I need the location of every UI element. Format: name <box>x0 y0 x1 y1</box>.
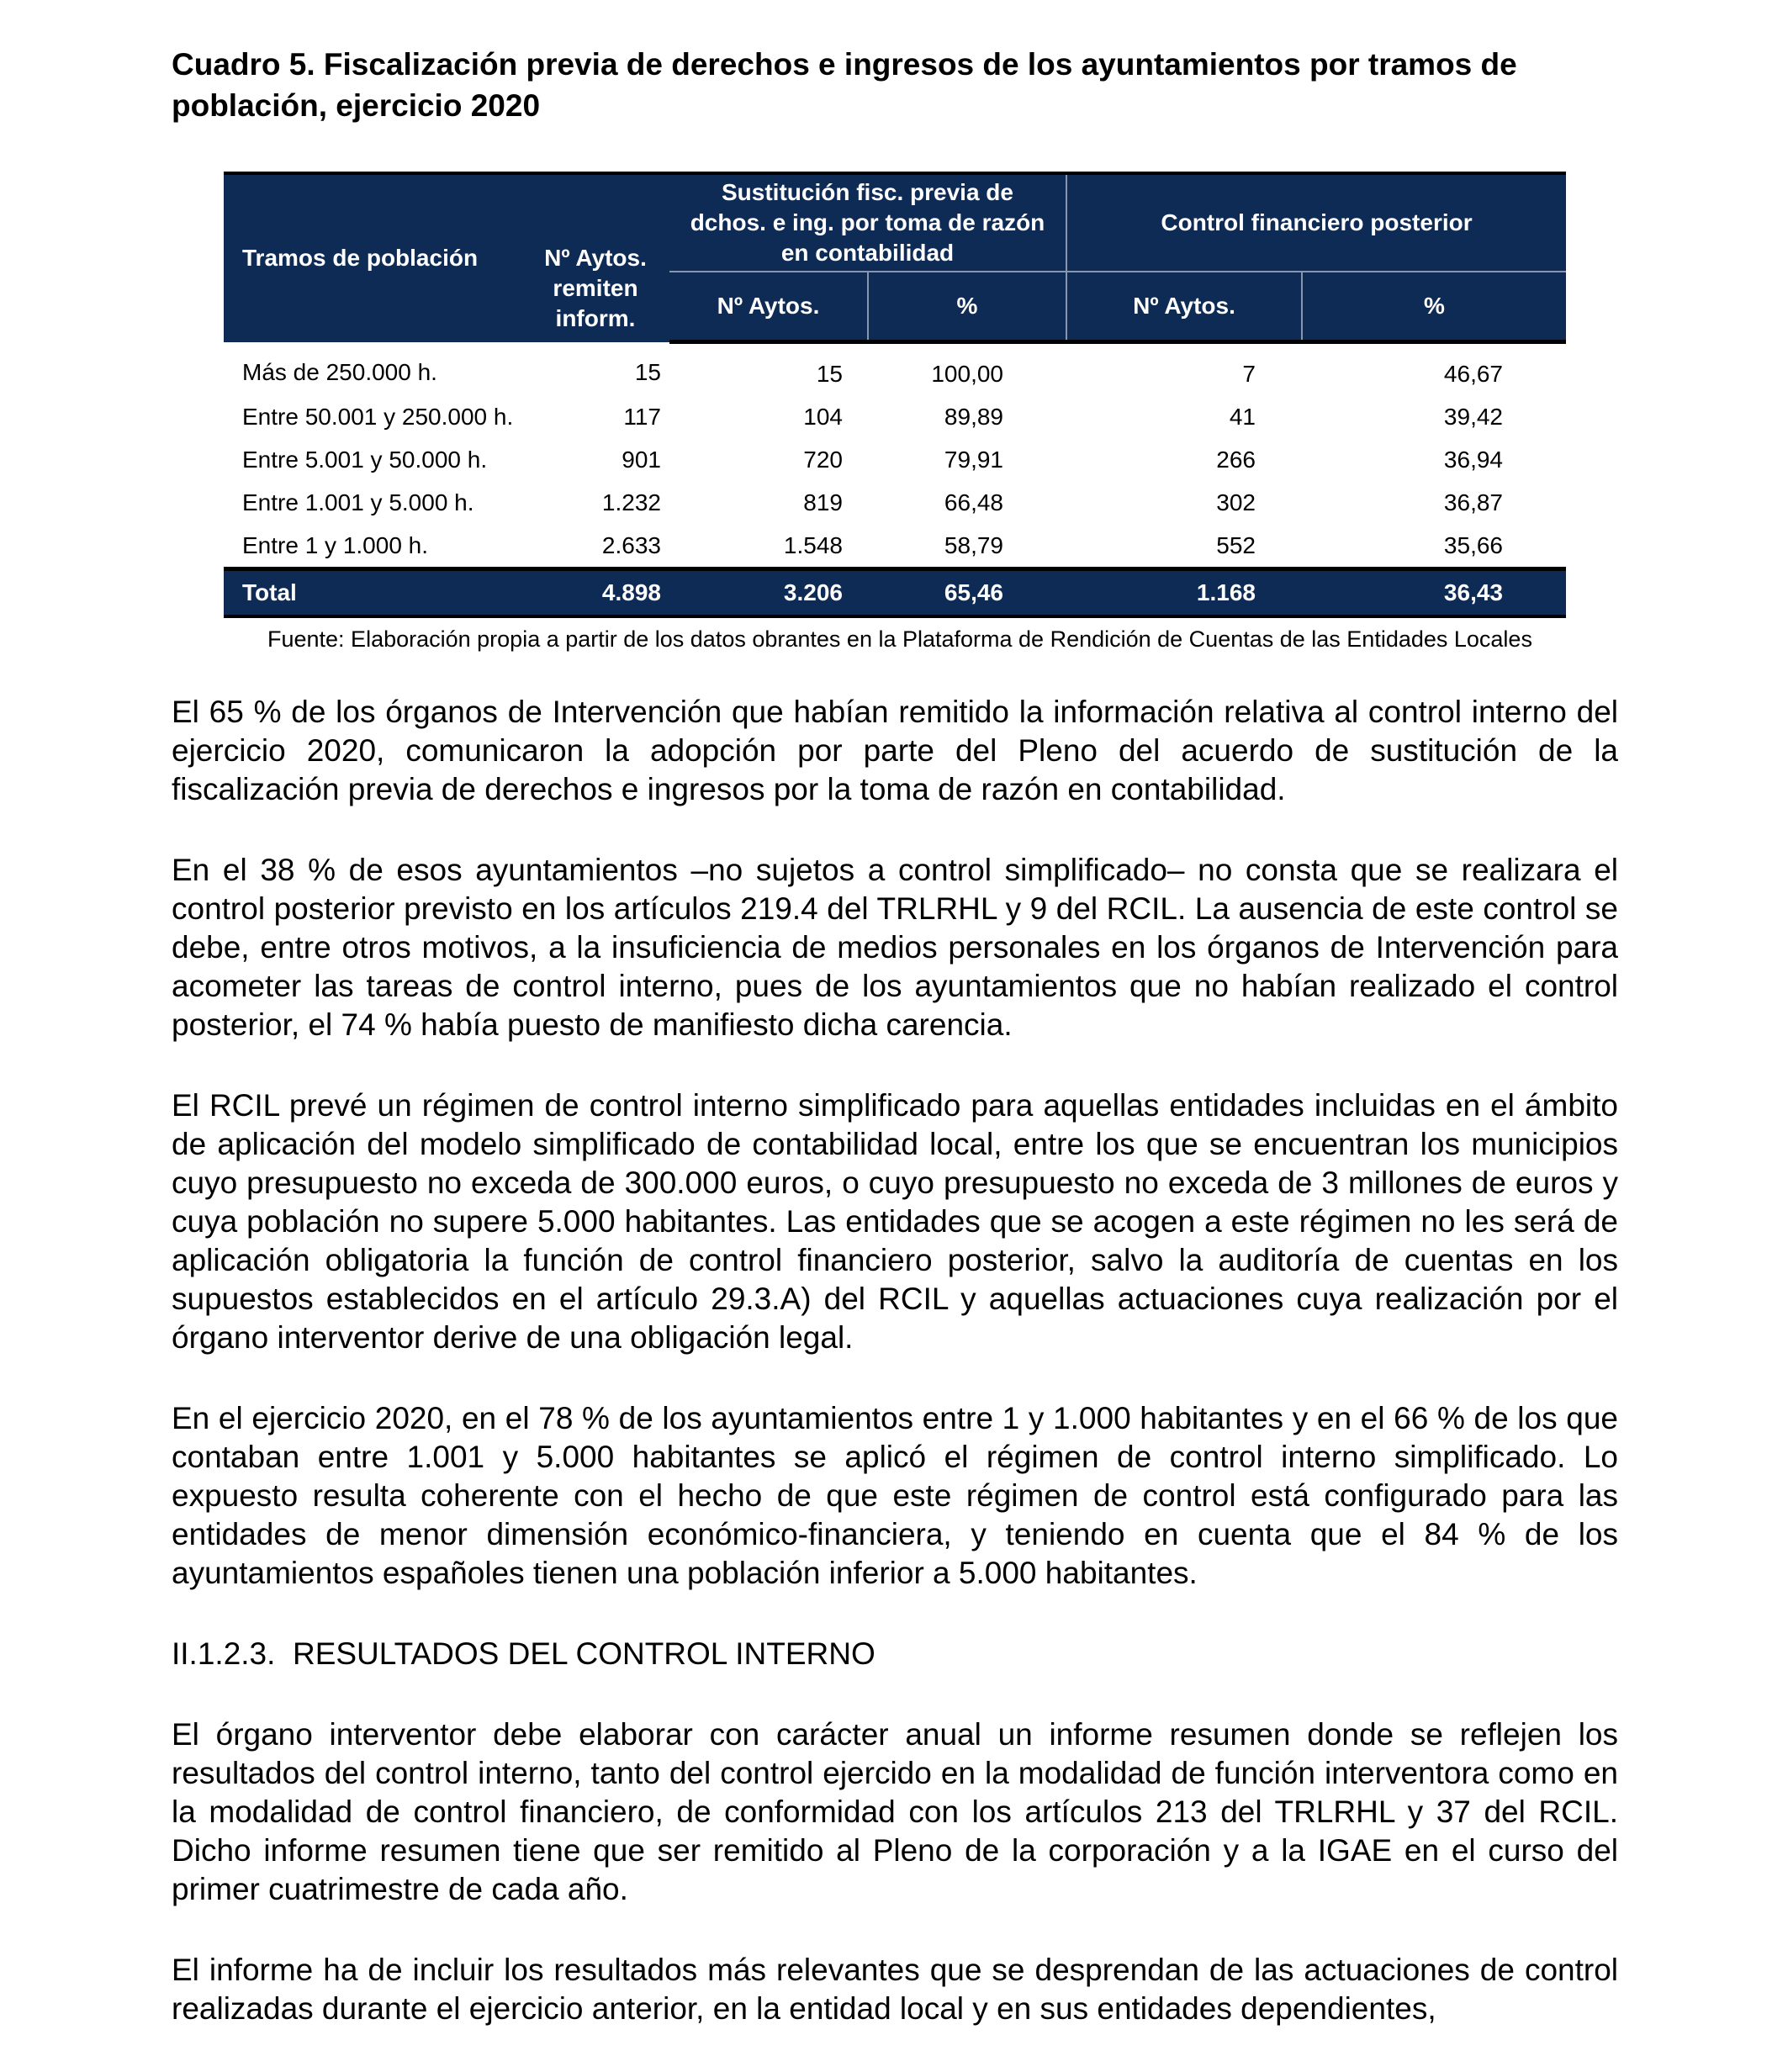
header-remiten <box>521 173 669 342</box>
cell-remiten: 117 <box>623 403 661 430</box>
table-title: Cuadro 5. Fiscalización previa de derechos e ingresos de los ayuntamientos por tramos de población, ejercicio 2020 <box>172 47 1517 123</box>
cell-sust-n: 1.548 <box>783 531 843 558</box>
cell-remiten: 901 <box>622 446 661 473</box>
cell-tramo: Más de 250.000 h. <box>242 359 437 386</box>
header-sustitucion <box>669 173 1066 272</box>
table-source-note: Fuente: Elaboración propia a partir de los datos obrantes en la Plataforma de Rendición de Cuentas de las Entidades Locales <box>267 626 1532 652</box>
table-row <box>224 342 1566 396</box>
table-container <box>224 172 1566 653</box>
subheader-sust-aytos: Nº Aytos. <box>669 272 868 342</box>
cell-tramo: Entre 1.001 y 5.000 h. <box>242 489 474 515</box>
cell-sust-n: 819 <box>803 489 843 515</box>
cell-total-remiten: 4.898 <box>521 569 669 617</box>
table-row <box>224 438 1566 481</box>
cell-total-sust-pct: 65,46 <box>868 569 1066 617</box>
header-tramos: Tramos de población <box>224 173 521 342</box>
cell-sust-n: 720 <box>803 446 843 473</box>
header-control-posterior: Control financiero posterior <box>1066 173 1566 272</box>
cell-ctrl-n: 552 <box>1216 531 1256 558</box>
cell-sust-pct: 89,89 <box>944 403 1003 430</box>
table-row <box>224 524 1566 569</box>
cell-total-ctrl-pct: 36,43 <box>1302 569 1566 617</box>
cell-ctrl-pct: 39,42 <box>1443 403 1503 430</box>
cell-remiten: 15 <box>634 359 661 386</box>
table-row <box>224 481 1566 524</box>
cell-ctrl-n: 266 <box>1216 446 1256 473</box>
cell-sust-pct: 58,79 <box>944 531 1003 558</box>
table-header-row <box>224 173 1566 272</box>
section-heading: II.1.2.3. RESULTADOS DEL CONTROL INTERNO <box>172 1636 875 1671</box>
document-page <box>172 44 1618 2028</box>
header-sustitucion-text: Sustitución fisc. previa de dchos. e ing. por toma de razón en contabilidad <box>690 179 1045 266</box>
cell-sust-pct: 79,91 <box>944 446 1003 473</box>
subheader-ctrl-aytos: Nº Aytos. <box>1066 272 1302 342</box>
cell-total-ctrl-n: 1.168 <box>1066 569 1302 617</box>
subheader-sust-pct: % <box>868 272 1066 342</box>
cell-remiten: 2.633 <box>601 531 661 558</box>
table-row <box>224 395 1566 438</box>
subheader-ctrl-pct: % <box>1302 272 1566 342</box>
cell-sust-pct: 66,48 <box>944 489 1003 515</box>
cell-ctrl-pct: 36,87 <box>1443 489 1503 515</box>
cell-sust-n: 15 <box>816 360 843 387</box>
paragraph: El órgano interventor debe elaborar con carácter anual un informe resumen donde se reflejen los resultados del control interno, tanto del control ejercido en la modalidad de función interventora como en la modalidad de control financiero, de conformidad con los artículos 213 del TRLRHL y 37 del RCIL. Dicho informe resumen tiene que ser remitido al Pleno de la corporación y a la IGAE en el curso del primer cuatrimestre de cada año. <box>172 1717 1618 1906</box>
table-total-row <box>224 569 1566 617</box>
cell-ctrl-n: 41 <box>1229 403 1256 430</box>
cell-sust-n: 104 <box>803 403 843 430</box>
cell-tramo: Entre 5.001 y 50.000 h. <box>242 446 488 473</box>
cell-tramo: Entre 1 y 1.000 h. <box>242 531 429 558</box>
population-table <box>224 172 1566 618</box>
cell-total-label: Total <box>224 569 521 617</box>
cell-ctrl-n: 302 <box>1216 489 1256 515</box>
cell-ctrl-pct: 35,66 <box>1443 531 1503 558</box>
paragraph: En el 38 % de esos ayuntamientos –no sujetos a control simplificado– no consta que se realizara el control posterior previsto en los artículos 219.4 del TRLRHL y 9 del RCIL. La ausencia de este control se debe, entre otros motivos, a la insuficiencia de medios personales en los órganos de Intervención para acometer las tareas de control interno, pues de los ayuntamientos que no habían realizado el control posterior, el 74 % había puesto de manifiesto dicha carencia. <box>172 853 1618 1042</box>
cell-remiten: 1.232 <box>601 489 661 515</box>
cell-ctrl-n: 7 <box>1242 360 1256 387</box>
paragraph: El RCIL prevé un régimen de control interno simplificado para aquellas entidades incluidas en el ámbito de aplicación del modelo simplificado de contabilidad local, entre los que se encuentran los municipios cuyo presupuesto no exceda de 300.000 euros, o cuyo presupuesto no exceda de 3 millones de euros y cuya población no supere 5.000 habitantes. Las entidades que se acogen a este régimen no les será de aplicación obligatoria la función de control financiero posterior, salvo la auditoría de cuentas en los supuestos establecidos en el artículo 29.3.A) del RCIL y aquellas actuaciones cuya realización por el órgano interventor derive de una obligación legal. <box>172 1088 1618 1355</box>
cell-ctrl-pct: 36,94 <box>1443 446 1503 473</box>
cell-tramo: Entre 50.001 y 250.000 h. <box>242 403 514 430</box>
paragraph: El 65 % de los órganos de Intervención que habían remitido la información relativa al control interno del ejercicio 2020, comunicaron la adopción por parte del Pleno del acuerdo de sustitución de la fiscalización previa de derechos e ingresos por la toma de razón en contabilidad. <box>172 695 1618 806</box>
header-remiten-text: Nº Aytos. remiten inform. <box>544 244 647 331</box>
cell-total-sust-n: 3.206 <box>669 569 868 617</box>
paragraph: En el ejercicio 2020, en el 78 % de los ayuntamientos entre 1 y 1.000 habitantes y en el 66 % de los que contaban entre 1.001 y 5.000 habitantes se aplicó el régimen de control interno simplificado. Lo expuesto resulta coherente con el hecho de que este régimen de control está configurado para las entidades de menor dimensión económico-financiera, y teniendo en cuenta que el 84 % de los ayuntamientos españoles tienen una población inferior a 5.000 habitantes. <box>172 1401 1618 1590</box>
paragraph: El informe ha de incluir los resultados más relevantes que se desprendan de las actuaciones de control realizadas durante el ejercicio anterior, en la entidad local y en sus entidades dependientes, <box>172 1953 1618 2026</box>
cell-ctrl-pct: 46,67 <box>1443 360 1503 387</box>
cell-sust-pct: 100,00 <box>931 360 1003 387</box>
